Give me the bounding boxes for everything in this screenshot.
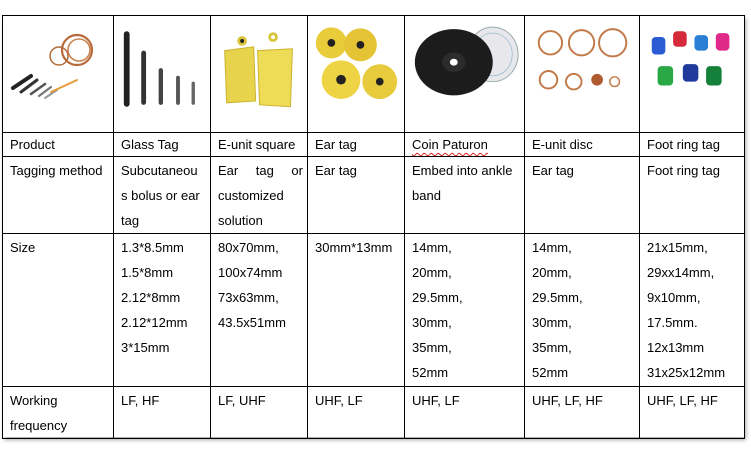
header-cell (405, 133, 525, 157)
cell-line: 20mm, (412, 265, 452, 280)
cell-line: Ear tag (532, 163, 574, 178)
cell-line: 43.5x51mm (218, 315, 286, 330)
table-cell (211, 157, 308, 234)
table-cell (211, 234, 308, 387)
cell-line: 14mm, (412, 240, 452, 255)
cell-line: 30mm*13mm (315, 240, 393, 255)
cell-line: solution (218, 213, 263, 228)
header-cell-coin-paturon: Coin Paturon (412, 137, 488, 152)
table-cell: UHF, LF, HF (640, 387, 745, 439)
table-cell (114, 234, 211, 387)
size-row (3, 234, 745, 387)
image-cell-foot-ring-tag (640, 16, 745, 133)
working-frequency-row (3, 387, 745, 439)
table-cell (525, 157, 640, 234)
header-cell: Foot ring tag (640, 133, 745, 157)
table-cell: UHF, LF (405, 387, 525, 439)
header-cell: Glass Tag (114, 133, 211, 157)
cell-line: 52mm (412, 365, 449, 380)
glass-tags-photo (118, 20, 208, 120)
ear-tag-photo (312, 20, 402, 120)
cell-line: Ear tag (315, 163, 357, 178)
row-label-line: frequency (10, 418, 68, 433)
foot-ring-tag-photo (644, 20, 742, 120)
cell-line: 52mm (532, 365, 569, 380)
cell-line: 17.5mm. (647, 315, 698, 330)
coin-paturon-photo (409, 20, 522, 120)
table-cell: LF, HF (114, 387, 211, 439)
cell-line: 29.5mm, (532, 290, 583, 305)
table-cell: UHF, LF, HF (525, 387, 640, 439)
cell-line: 2.12*12mm (121, 315, 188, 330)
cell-line: Ear tag or (218, 163, 303, 178)
cell-line: 20mm, (532, 265, 572, 280)
row-label: Tagging method (3, 157, 114, 234)
cell-line: 21x15mm, (647, 240, 708, 255)
image-cell-e-unit-disc (525, 16, 640, 133)
cell-line: 29xx14mm, (647, 265, 715, 280)
header-cell: Ear tag (308, 133, 405, 157)
row-label-line: Working (10, 393, 58, 408)
image-cell-coin-paturon (405, 16, 525, 133)
cell-line: 1.5*8mm (121, 265, 174, 280)
product-row (3, 133, 745, 157)
cell-line: 35mm, (412, 340, 452, 355)
row-label: Size (3, 234, 114, 387)
cell-line: 35mm, (532, 340, 572, 355)
rfid-tag-spec-table (2, 15, 745, 439)
cell-line: 73x63mm, (218, 290, 279, 305)
cell-line: 80x70mm, (218, 240, 279, 255)
cell-line: band (412, 188, 441, 203)
cell-line: 9x10mm, (647, 290, 701, 305)
cell-line: Embed into ankle (412, 163, 513, 178)
cell-line: 1.3*8.5mm (121, 240, 184, 255)
cell-line: 100x74mm (218, 265, 283, 280)
cell-line: 30mm, (532, 315, 572, 330)
image-cell-ear-tag (308, 16, 405, 133)
image-cell-e-unit-square (211, 16, 308, 133)
header-cell: E-unit square (211, 133, 308, 157)
cell-line: 12x13mm (647, 340, 705, 355)
cell-line: 3*15mm (121, 340, 170, 355)
table-cell (405, 234, 525, 387)
cell-line: 31x25x12mm (647, 365, 726, 380)
table-cell (308, 157, 405, 234)
cell-line: 30mm, (412, 315, 452, 330)
assorted-tags-photo (7, 20, 111, 120)
header-cell: Product (3, 133, 114, 157)
row-label (3, 387, 114, 439)
table-cell: UHF, LF (308, 387, 405, 439)
image-row (3, 16, 745, 133)
table-cell (640, 234, 745, 387)
table-cell (308, 234, 405, 387)
image-cell-product (3, 16, 114, 133)
tagging-method-row (3, 157, 745, 234)
header-cell: E-unit disc (525, 133, 640, 157)
e-unit-disc-photo (529, 20, 637, 120)
table-cell (525, 234, 640, 387)
cell-line: s bolus or ear (121, 188, 200, 203)
table-cell (405, 157, 525, 234)
cell-line: 2.12*8mm (121, 290, 181, 305)
cell-line: 29.5mm, (412, 290, 463, 305)
table-cell (640, 157, 745, 234)
image-cell-glass-tag (114, 16, 211, 133)
cell-line: Foot ring tag (647, 163, 720, 178)
table-cell (114, 157, 211, 234)
cell-line: Subcutaneou (121, 163, 198, 178)
cell-line: tag (121, 213, 140, 228)
e-unit-square-photo (215, 20, 305, 120)
cell-line: 14mm, (532, 240, 572, 255)
table-cell: LF, UHF (211, 387, 308, 439)
cell-line: customized (218, 188, 284, 203)
